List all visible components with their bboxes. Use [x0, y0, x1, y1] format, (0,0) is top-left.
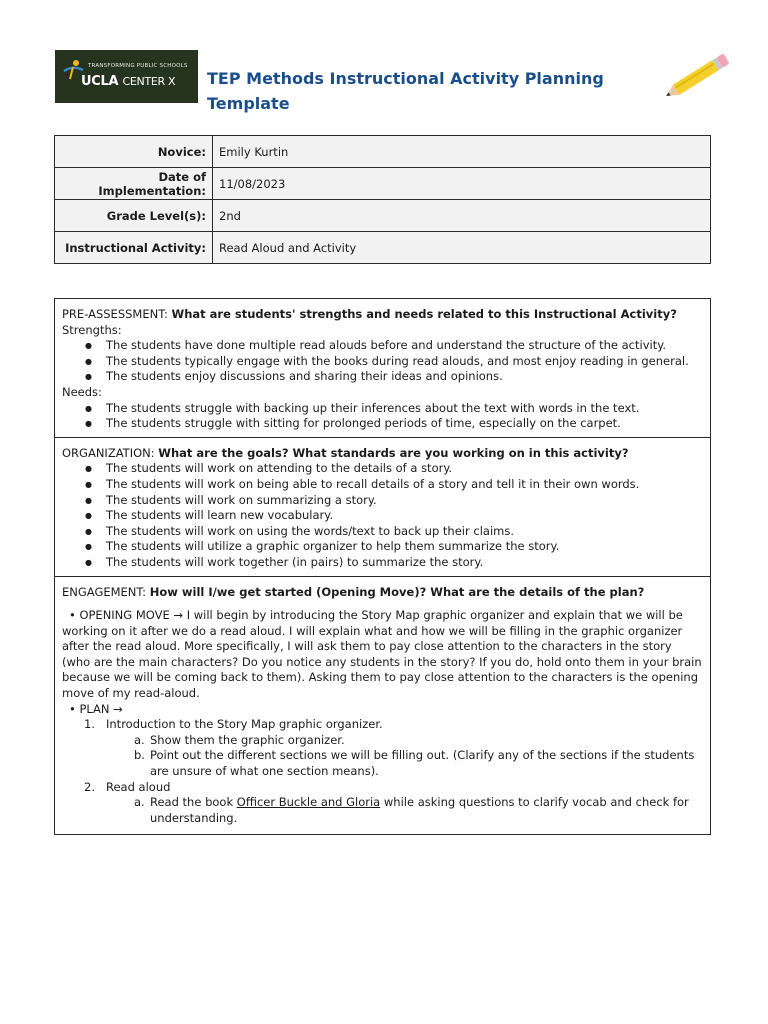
- list-item: 2. Read aloud a. Read the book Officer Buckle and Gloria while asking questions to clarify vocab and check for understanding.: [106, 780, 703, 827]
- table-row: [55, 200, 711, 232]
- list-item: ● The students will work on summarizing a story.: [106, 493, 703, 509]
- table-row: [55, 168, 711, 200]
- ucla-center-x-logo: [55, 50, 198, 103]
- list-item: ● The students have done multiple read alouds before and understand the structure of the activity.: [106, 338, 703, 354]
- table-row: [55, 232, 711, 264]
- planning-box: [54, 298, 711, 835]
- list-item: ● The students will work on attending to the details of a story.: [106, 461, 703, 477]
- plan-label: • PLAN →: [69, 701, 123, 716]
- list-item: ● The students will work on being able to recall details of a story and tell it in their own words.: [106, 477, 703, 493]
- list-item: ● The students typically engage with the books during read alouds, and most enjoy reading in general.: [106, 354, 703, 370]
- book-title: Officer Buckle and Gloria: [236, 795, 381, 810]
- sub-steps: [106, 733, 703, 780]
- info-table: [54, 135, 711, 264]
- list-item: ● The students struggle with backing up their inferences about the text with words in the text.: [106, 401, 703, 417]
- list-item: b. Point out the different sections we will be filling out. (Clarify any of the sections if the students are unsure of what one section means).: [134, 748, 695, 779]
- organization-section: [55, 438, 710, 577]
- logo-name: UCLA CENTER X: [81, 74, 176, 89]
- list-item: a. Read the book Officer Buckle and Gloria while asking questions to clarify vocab and check for understanding.: [134, 795, 689, 825]
- list-item: ● The students will work together (in pairs) to summarize the story.: [106, 555, 703, 571]
- activity-label: Instructional Activity:: [55, 232, 213, 264]
- engagement-heading: ENGAGEMENT: How will I/we get started (Opening Move)? What are the details of the plan?: [62, 584, 645, 599]
- list-item: 1. Introduction to the Story Map graphic organizer. a. Show them the graphic organizer. b. Point out the different sections we will be filling out. (Clarify any of the sections if the students are unsure of what one section means).: [106, 717, 703, 779]
- plan-steps: [62, 717, 703, 826]
- opening-move-text: • OPENING MOVE → I will begin by introducing the Story Map graphic organizer and explain that we will be working on it after we do a read aloud. I will explain what and how we will be filling in the graphic organizer after the read aloud. More specifically, I will ask them to pay close attention to the characters in the story (who are the main characters? Do you notice any students in the story? If you do, hold onto them in your brain because we will be coming back to them). Asking them to pay close attention to the characters is the opening move of my read-aloud.: [62, 608, 702, 701]
- strengths-label: Strengths:: [62, 322, 122, 337]
- engagement-section: [55, 577, 710, 835]
- grade-value: 2nd: [213, 200, 711, 232]
- page-title: TEP Methods Instructional Activity Planning Template: [207, 69, 604, 113]
- needs-label: Needs:: [62, 384, 102, 399]
- list-item: ● The students struggle with sitting for prolonged periods of time, especially on the carpet.: [106, 416, 703, 432]
- needs-list: [62, 401, 703, 432]
- list-item: ● The students will work on using the words/text to back up their claims.: [106, 524, 703, 540]
- novice-value: Emily Kurtin: [213, 136, 711, 168]
- goals-list: [62, 461, 703, 570]
- list-item: ● The students enjoy discussions and sharing their ideas and opinions.: [106, 369, 703, 385]
- list-item: a. Show them the graphic organizer.: [134, 732, 345, 747]
- pencil-icon: [655, 50, 735, 106]
- pre-assessment-heading: PRE-ASSESSMENT: What are students' strengths and needs related to this Instructional Activity?: [62, 307, 677, 321]
- novice-label: Novice:: [55, 136, 213, 168]
- grade-label: Grade Level(s):: [55, 200, 213, 232]
- table-row: [55, 136, 711, 168]
- organization-heading: ORGANIZATION: What are the goals? What standards are you working on in this activity?: [62, 445, 629, 460]
- strengths-list: [62, 338, 703, 385]
- list-item: ● The students will utilize a graphic organizer to help them summarize the story.: [106, 539, 703, 555]
- sub-steps: [106, 795, 703, 826]
- date-value: 11/08/2023: [213, 168, 711, 200]
- logo-tagline: TRANSFORMING PUBLIC SCHOOLS: [88, 63, 188, 69]
- pre-assessment-section: [55, 299, 710, 438]
- list-item: ● The students will learn new vocabulary.: [106, 508, 703, 524]
- date-label: Date of Implementation:: [55, 168, 213, 200]
- activity-value: Read Aloud and Activity: [213, 232, 711, 264]
